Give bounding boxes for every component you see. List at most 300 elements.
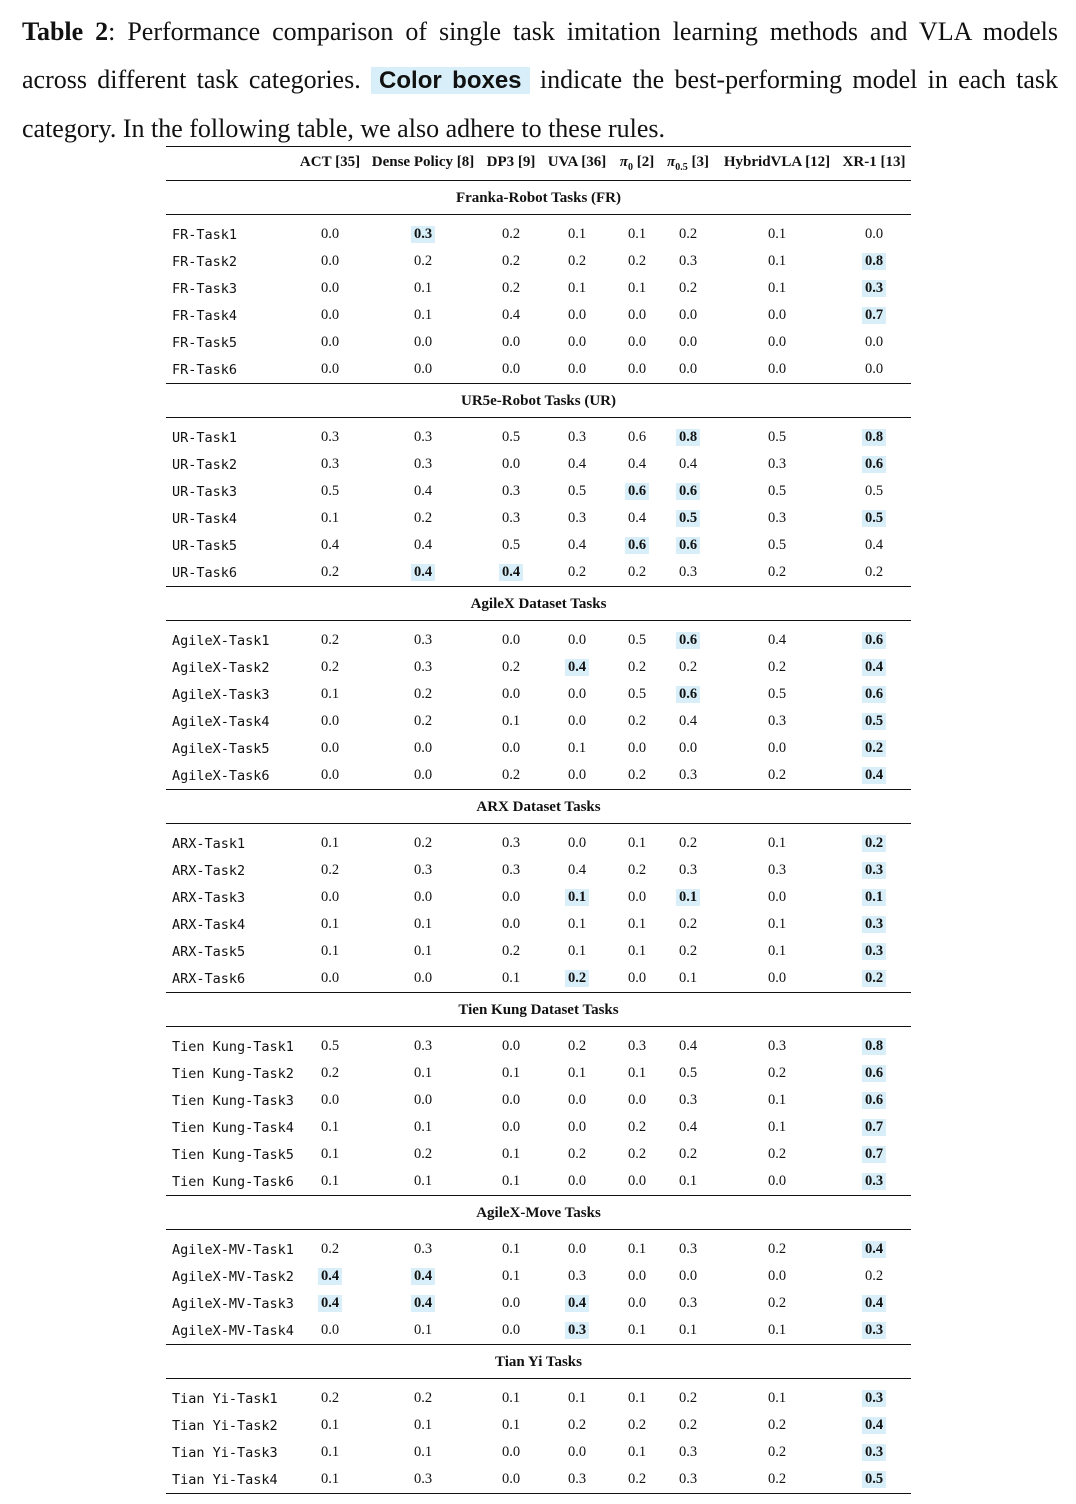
table-cell: 0.6 [676, 483, 700, 500]
row-label: AgileX-Task1 [172, 633, 270, 649]
table-cell: 0.2 [501, 767, 521, 783]
table-cell: 0.3 [862, 1322, 886, 1339]
table-cell: 0.4 [499, 564, 523, 581]
table-cell: 0.2 [767, 767, 787, 783]
table-cell: 0.2 [320, 1065, 340, 1081]
table-cell: 0.6 [676, 686, 700, 703]
table-cell: 0.2 [767, 1295, 787, 1311]
table-cell: 0.0 [320, 226, 340, 242]
table-cell: 0.1 [501, 1390, 521, 1406]
table-cell: 0.1 [413, 1173, 433, 1189]
table-cell: 0.0 [501, 632, 521, 648]
table-cell: 0.2 [501, 226, 521, 242]
table-cell: 0.6 [676, 537, 700, 554]
table-cell: 0.0 [767, 307, 787, 323]
table-cell: 0.0 [567, 686, 587, 702]
table-cell: 0.1 [501, 1417, 521, 1433]
row-label: AgileX-Task3 [172, 687, 270, 703]
table-cell: 0.1 [413, 1119, 433, 1135]
section-title: ARX Dataset Tasks [476, 799, 601, 815]
table-cell: 0.4 [864, 537, 884, 553]
row-label: Tien Kung-Task4 [172, 1120, 294, 1136]
table-cell: 0.1 [678, 970, 698, 986]
table-cell: 0.0 [413, 334, 433, 350]
table-cell: 0.3 [413, 632, 433, 648]
table-cell: 0.5 [862, 1471, 886, 1488]
table-cell: 0.2 [678, 226, 698, 242]
column-header: UVA [36] [547, 154, 607, 170]
table-cell: 0.0 [320, 970, 340, 986]
table-cell: 0.1 [767, 835, 787, 851]
table-cell: 0.0 [567, 835, 587, 851]
table-cell: 0.3 [862, 943, 886, 960]
table-cell: 0.1 [767, 253, 787, 269]
table-cell: 0.3 [413, 456, 433, 472]
table-cell: 0.5 [320, 1038, 340, 1054]
table-cell: 0.5 [678, 1065, 698, 1081]
table-cell: 0.0 [567, 307, 587, 323]
section-subrule [166, 417, 911, 418]
table-cell: 0.4 [567, 862, 587, 878]
row-label: AgileX-Task6 [172, 768, 270, 784]
table-cell: 0.1 [320, 1444, 340, 1460]
table-cell: 0.2 [413, 253, 433, 269]
row-label: ARX-Task1 [172, 836, 246, 852]
table-cell: 0.1 [676, 889, 700, 906]
table-cell: 0.6 [862, 686, 886, 703]
table-cell: 0.5 [627, 686, 647, 702]
table-cell: 0.1 [627, 1322, 647, 1338]
table-cell: 0.1 [567, 280, 587, 296]
table-cell: 0.0 [413, 767, 433, 783]
table-cell: 0.2 [501, 280, 521, 296]
table-cell: 0.5 [767, 483, 787, 499]
table-cell: 0.0 [864, 226, 884, 242]
table-cell: 0.1 [567, 1390, 587, 1406]
section-subrule [166, 1026, 911, 1027]
table-cell: 0.2 [678, 916, 698, 932]
table-cell: 0.1 [565, 889, 589, 906]
table-cell: 0.2 [567, 1417, 587, 1433]
table-cell: 0.0 [501, 889, 521, 905]
table-cell: 0.3 [413, 862, 433, 878]
row-label: Tien Kung-Task2 [172, 1066, 294, 1082]
table-cell: 0.0 [678, 307, 698, 323]
table-cell: 0.2 [320, 1241, 340, 1257]
table-cell: 0.1 [413, 916, 433, 932]
table-cell: 0.1 [413, 1322, 433, 1338]
section-subrule [166, 214, 911, 215]
table-cell: 0.4 [862, 1417, 886, 1434]
table-cell: 0.2 [567, 1038, 587, 1054]
table-cell: 0.0 [501, 1444, 521, 1460]
table-cell: 0.5 [862, 510, 886, 527]
table-cell: 0.1 [627, 280, 647, 296]
table-cell: 0.1 [320, 510, 340, 526]
table-cell: 0.2 [413, 686, 433, 702]
table-caption [22, 8, 1058, 153]
table-cell: 0.3 [678, 1092, 698, 1108]
table-cell: 0.3 [862, 1173, 886, 1190]
table-cell: 0.0 [767, 1268, 787, 1284]
section-rule [166, 1344, 911, 1345]
table-cell: 0.0 [627, 361, 647, 377]
table-cell: 0.1 [767, 943, 787, 959]
row-label: AgileX-MV-Task1 [172, 1242, 294, 1258]
table-cell: 0.0 [767, 970, 787, 986]
table-cell: 0.2 [627, 1471, 647, 1487]
table-cell: 0.2 [567, 564, 587, 580]
table-cell: 0.3 [501, 510, 521, 526]
table-cell: 0.7 [862, 307, 886, 324]
table-cell: 0.3 [565, 1322, 589, 1339]
table-cell: 0.0 [627, 970, 647, 986]
table-cell: 0.0 [320, 253, 340, 269]
row-label: Tien Kung-Task3 [172, 1093, 294, 1109]
table-cell: 0.0 [501, 1471, 521, 1487]
table-cell: 0.0 [767, 889, 787, 905]
table-cell: 0.0 [320, 280, 340, 296]
table-cell: 0.0 [767, 361, 787, 377]
section-title: Tian Yi Tasks [494, 1354, 582, 1370]
table-cell: 0.2 [320, 659, 340, 675]
section-title: Tien Kung Dataset Tasks [458, 1002, 619, 1018]
row-label: AgileX-Task2 [172, 660, 270, 676]
table-cell: 0.2 [413, 510, 433, 526]
section-title: AgileX-Move Tasks [476, 1205, 601, 1221]
table-cell: 0.4 [501, 307, 521, 323]
row-label: AgileX-MV-Task3 [172, 1296, 294, 1312]
section-rule [166, 992, 911, 993]
table-cell: 0.0 [320, 334, 340, 350]
table-cell: 0.1 [320, 1146, 340, 1162]
table-cell: 0.1 [627, 1444, 647, 1460]
table-cell: 0.3 [678, 1295, 698, 1311]
table-cell: 0.3 [413, 1038, 433, 1054]
table-cell: 0.5 [767, 686, 787, 702]
table-cell: 0.0 [501, 456, 521, 472]
table-cell: 0.1 [678, 1173, 698, 1189]
table-cell: 0.3 [413, 429, 433, 445]
table-cell: 0.4 [567, 537, 587, 553]
table-cell: 0.8 [676, 429, 700, 446]
table-cell: 0.4 [413, 483, 433, 499]
section-title: UR5e-Robot Tasks (UR) [460, 393, 617, 409]
row-label: UR-Task1 [172, 430, 238, 446]
table-cell: 0.6 [625, 537, 649, 554]
column-header: $\pi_0$ [2] [619, 154, 655, 173]
table-cell: 0.2 [678, 835, 698, 851]
table-cell: 0.3 [767, 862, 787, 878]
table-cell: 0.4 [318, 1268, 342, 1285]
section-title: Franka-Robot Tasks (FR) [455, 190, 622, 206]
table-cell: 0.4 [862, 659, 886, 676]
table-cell: 0.2 [627, 1417, 647, 1433]
table-cell: 0.5 [627, 632, 647, 648]
row-label: Tian Yi-Task1 [172, 1391, 278, 1407]
table-cell: 0.2 [767, 659, 787, 675]
table-cell: 0.1 [567, 1065, 587, 1081]
table-cell: 0.0 [627, 740, 647, 756]
table-cell: 0.6 [625, 483, 649, 500]
table-cell: 0.4 [318, 1295, 342, 1312]
row-label: ARX-Task4 [172, 917, 246, 933]
row-label: AgileX-MV-Task2 [172, 1269, 294, 1285]
table-cell: 0.0 [567, 632, 587, 648]
table-cell: 0.2 [320, 862, 340, 878]
section-rule [166, 1195, 911, 1196]
table-cell: 0.3 [862, 1444, 886, 1461]
table-cell: 0.0 [320, 889, 340, 905]
table-cell: 0.0 [320, 713, 340, 729]
table-cell: 0.2 [767, 1146, 787, 1162]
table-cell: 0.0 [413, 889, 433, 905]
table-cell: 0.0 [501, 1038, 521, 1054]
caption-text-before: : Performance comparison of single task imitation learning methods and VLA models across different task categories. [22, 17, 1058, 94]
table-cell: 0.3 [678, 862, 698, 878]
row-label: Tien Kung-Task6 [172, 1174, 294, 1190]
section-subrule [166, 620, 911, 621]
table-cell: 0.2 [627, 659, 647, 675]
table-cell: 0.0 [501, 1092, 521, 1108]
table-cell: 0.3 [413, 1471, 433, 1487]
table-cell: 0.1 [767, 1092, 787, 1108]
table-cell: 0.2 [862, 835, 886, 852]
table-cell: 0.2 [565, 970, 589, 987]
table-cell: 0.5 [767, 429, 787, 445]
table-cell: 0.3 [413, 1241, 433, 1257]
table-cell: 0.0 [501, 1295, 521, 1311]
table-cell: 0.1 [320, 686, 340, 702]
table-cell: 0.2 [627, 713, 647, 729]
table-cell: 0.4 [678, 456, 698, 472]
table-cell: 0.2 [627, 767, 647, 783]
table-cell: 0.2 [413, 1146, 433, 1162]
table-cell: 0.2 [767, 1241, 787, 1257]
table-cell: 0.1 [501, 1268, 521, 1284]
table-cell: 0.4 [411, 564, 435, 581]
table-cell: 0.1 [567, 916, 587, 932]
section-rule [166, 586, 911, 587]
table-cell: 0.2 [413, 1390, 433, 1406]
table-cell: 0.1 [413, 307, 433, 323]
table-cell: 0.2 [767, 1065, 787, 1081]
table-cell: 0.2 [627, 862, 647, 878]
table-cell: 0.0 [678, 1268, 698, 1284]
table-cell: 0.3 [767, 510, 787, 526]
row-label: FR-Task6 [172, 362, 238, 378]
table-cell: 0.1 [678, 1322, 698, 1338]
table-cell: 0.5 [864, 483, 884, 499]
table-cell: 0.5 [501, 537, 521, 553]
row-label: ARX-Task3 [172, 890, 246, 906]
table-cell: 0.1 [413, 1065, 433, 1081]
table-cell: 0.1 [320, 943, 340, 959]
row-label: ARX-Task5 [172, 944, 246, 960]
table-cell: 0.2 [678, 280, 698, 296]
table-cell: 0.0 [501, 361, 521, 377]
table-cell: 0.0 [413, 361, 433, 377]
table-cell: 0.2 [567, 253, 587, 269]
table-cell: 0.0 [501, 334, 521, 350]
table-cell: 0.0 [767, 740, 787, 756]
table-cell: 0.1 [320, 916, 340, 932]
caption-text-after: indicate the best-performing model in each task category. In the following table, we also adhere to these rules. [22, 65, 1058, 143]
table-cell: 0.4 [413, 537, 433, 553]
table-cell: 0.0 [864, 361, 884, 377]
column-header: $\pi_{0.5}$ [3] [667, 154, 709, 173]
table-cell: 0.4 [862, 1241, 886, 1258]
table-cell: 0.2 [413, 835, 433, 851]
column-header: Dense Policy [8] [371, 154, 475, 170]
table-cell: 0.1 [567, 226, 587, 242]
table-cell: 0.4 [678, 1119, 698, 1135]
table-cell: 0.3 [501, 862, 521, 878]
table-cell: 0.3 [567, 1268, 587, 1284]
table-cell: 0.3 [767, 713, 787, 729]
table-cell: 0.3 [567, 510, 587, 526]
table-cell: 0.0 [567, 1444, 587, 1460]
table-cell: 0.0 [320, 307, 340, 323]
table-cell: 0.1 [767, 916, 787, 932]
table-cell: 0.3 [413, 659, 433, 675]
table-cell: 0.1 [320, 1471, 340, 1487]
table-cell: 0.0 [567, 1173, 587, 1189]
table-cell: 0.1 [627, 835, 647, 851]
table-cell: 0.5 [501, 429, 521, 445]
table-cell: 0.1 [320, 1417, 340, 1433]
table-cell: 0.1 [627, 1065, 647, 1081]
caption-label: Table 2 [22, 17, 109, 46]
table-top-rule [166, 146, 911, 147]
column-header: DP3 [9] [486, 154, 536, 170]
table-cell: 0.0 [501, 740, 521, 756]
table-cell: 0.3 [320, 429, 340, 445]
table-cell: 0.0 [678, 740, 698, 756]
table-cell: 0.0 [501, 1322, 521, 1338]
table-cell: 0.1 [567, 740, 587, 756]
table-cell: 0.2 [413, 713, 433, 729]
table-cell: 0.3 [501, 835, 521, 851]
table-cell: 0.1 [627, 916, 647, 932]
row-label: FR-Task1 [172, 227, 238, 243]
table-cell: 0.4 [862, 1295, 886, 1312]
table-cell: 0.1 [413, 1417, 433, 1433]
table-cell: 0.2 [678, 1390, 698, 1406]
table-cell: 0.4 [627, 510, 647, 526]
table-cell: 0.3 [678, 767, 698, 783]
table-cell: 0.2 [320, 1390, 340, 1406]
table-cell: 0.2 [627, 564, 647, 580]
row-label: UR-Task6 [172, 565, 238, 581]
table-cell: 0.2 [767, 1444, 787, 1460]
table-cell: 0.1 [627, 943, 647, 959]
table-cell: 0.0 [567, 1092, 587, 1108]
table-cell: 0.0 [320, 361, 340, 377]
table-cell: 0.0 [413, 970, 433, 986]
table-cell: 0.1 [413, 280, 433, 296]
section-subrule [166, 1378, 911, 1379]
row-label: ARX-Task2 [172, 863, 246, 879]
table-cell: 0.3 [862, 862, 886, 879]
row-label: UR-Task2 [172, 457, 238, 473]
table-cell: 0.6 [862, 632, 886, 649]
table-cell: 0.0 [627, 889, 647, 905]
table-cell: 0.1 [862, 889, 886, 906]
table-cell: 0.0 [320, 740, 340, 756]
table-cell: 0.0 [320, 1092, 340, 1108]
table-cell: 0.0 [320, 1322, 340, 1338]
table-cell: 0.1 [413, 943, 433, 959]
table-cell: 0.1 [501, 970, 521, 986]
table-cell: 0.4 [567, 456, 587, 472]
table-cell: 0.2 [320, 564, 340, 580]
table-cell: 0.3 [678, 1444, 698, 1460]
table-cell: 0.3 [862, 916, 886, 933]
table-cell: 0.7 [862, 1119, 886, 1136]
table-cell: 0.1 [320, 1119, 340, 1135]
table-cell: 0.1 [501, 1146, 521, 1162]
table-cell: 0.1 [627, 226, 647, 242]
table-cell: 0.1 [767, 226, 787, 242]
row-label: Tian Yi-Task3 [172, 1445, 278, 1461]
table-cell: 0.1 [501, 713, 521, 729]
row-label: UR-Task3 [172, 484, 238, 500]
table-cell: 0.0 [501, 916, 521, 932]
table-cell: 0.1 [320, 835, 340, 851]
table-cell: 0.0 [767, 334, 787, 350]
table-cell: 0.0 [767, 1173, 787, 1189]
table-cell: 0.2 [767, 564, 787, 580]
column-header: XR-1 [13] [842, 154, 906, 170]
row-label: ARX-Task6 [172, 971, 246, 987]
table-cell: 0.3 [678, 253, 698, 269]
row-label: AgileX-MV-Task4 [172, 1323, 294, 1339]
table-cell: 0.2 [862, 740, 886, 757]
table-cell: 0.4 [627, 456, 647, 472]
column-header: ACT [35] [299, 154, 361, 170]
table-cell: 0.2 [864, 1268, 884, 1284]
table-cell: 0.0 [678, 334, 698, 350]
table-cell: 0.2 [767, 1417, 787, 1433]
table-cell: 0.5 [767, 537, 787, 553]
column-header: HybridVLA [12] [723, 154, 831, 170]
table-cell: 0.4 [678, 1038, 698, 1054]
table-cell: 0.2 [627, 1119, 647, 1135]
table-cell: 0.3 [678, 1241, 698, 1257]
table-cell: 0.1 [567, 943, 587, 959]
table-cell: 0.0 [567, 1241, 587, 1257]
table-cell: 0.3 [320, 456, 340, 472]
table-cell: 0.3 [678, 1471, 698, 1487]
table-cell: 0.3 [678, 564, 698, 580]
table-cell: 0.1 [501, 1173, 521, 1189]
table-cell: 0.3 [501, 483, 521, 499]
table-cell: 0.2 [501, 659, 521, 675]
table-cell: 0.6 [676, 632, 700, 649]
table-cell: 0.1 [501, 1065, 521, 1081]
table-cell: 0.2 [501, 943, 521, 959]
table-cell: 0.0 [627, 1092, 647, 1108]
table-cell: 0.6 [862, 456, 886, 473]
table-cell: 0.4 [565, 659, 589, 676]
row-label: AgileX-Task5 [172, 741, 270, 757]
table-cell: 0.1 [627, 1241, 647, 1257]
table-cell: 0.4 [411, 1295, 435, 1312]
caption-highlight: Color boxes [371, 67, 530, 94]
table-cell: 0.2 [627, 1146, 647, 1162]
table-cell: 0.2 [767, 1471, 787, 1487]
